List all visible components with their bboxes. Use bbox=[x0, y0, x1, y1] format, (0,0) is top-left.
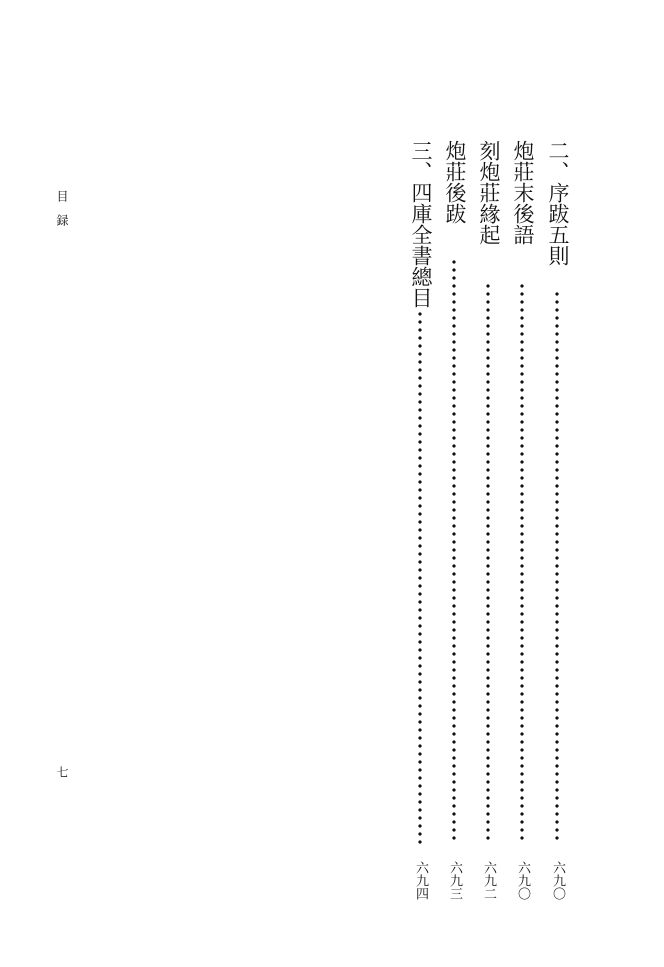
toc-entry bbox=[443, 140, 469, 900]
toc-entry-page: 六九三 bbox=[447, 861, 462, 900]
dot-leader bbox=[452, 258, 456, 844]
dot-leader bbox=[555, 290, 559, 844]
toc-entry-title: 三、四庫全書總目 bbox=[409, 140, 433, 308]
toc-entry bbox=[511, 140, 537, 900]
dot-leader bbox=[486, 282, 490, 844]
toc-entry-page: 六九二 bbox=[481, 861, 496, 900]
page-number: 七 bbox=[55, 766, 69, 778]
toc-entry-page: 六九四 bbox=[413, 861, 428, 900]
toc-entry-title: 炮莊後跋 bbox=[443, 140, 467, 224]
toc-entry bbox=[477, 140, 503, 900]
toc-entry bbox=[409, 140, 435, 900]
running-head: 目録 bbox=[55, 190, 69, 238]
toc-entry-title: 炮莊末後語 bbox=[511, 140, 535, 245]
toc-entry-page: 六九〇 bbox=[515, 861, 530, 900]
toc-entry-title: 刻炮莊緣起 bbox=[477, 140, 501, 245]
dot-leader bbox=[418, 310, 422, 844]
dot-leader bbox=[520, 282, 524, 844]
toc-entry bbox=[546, 140, 572, 900]
toc-entry-page: 六九〇 bbox=[550, 861, 565, 900]
toc-entry-title: 二、序跋五則 bbox=[546, 140, 570, 266]
